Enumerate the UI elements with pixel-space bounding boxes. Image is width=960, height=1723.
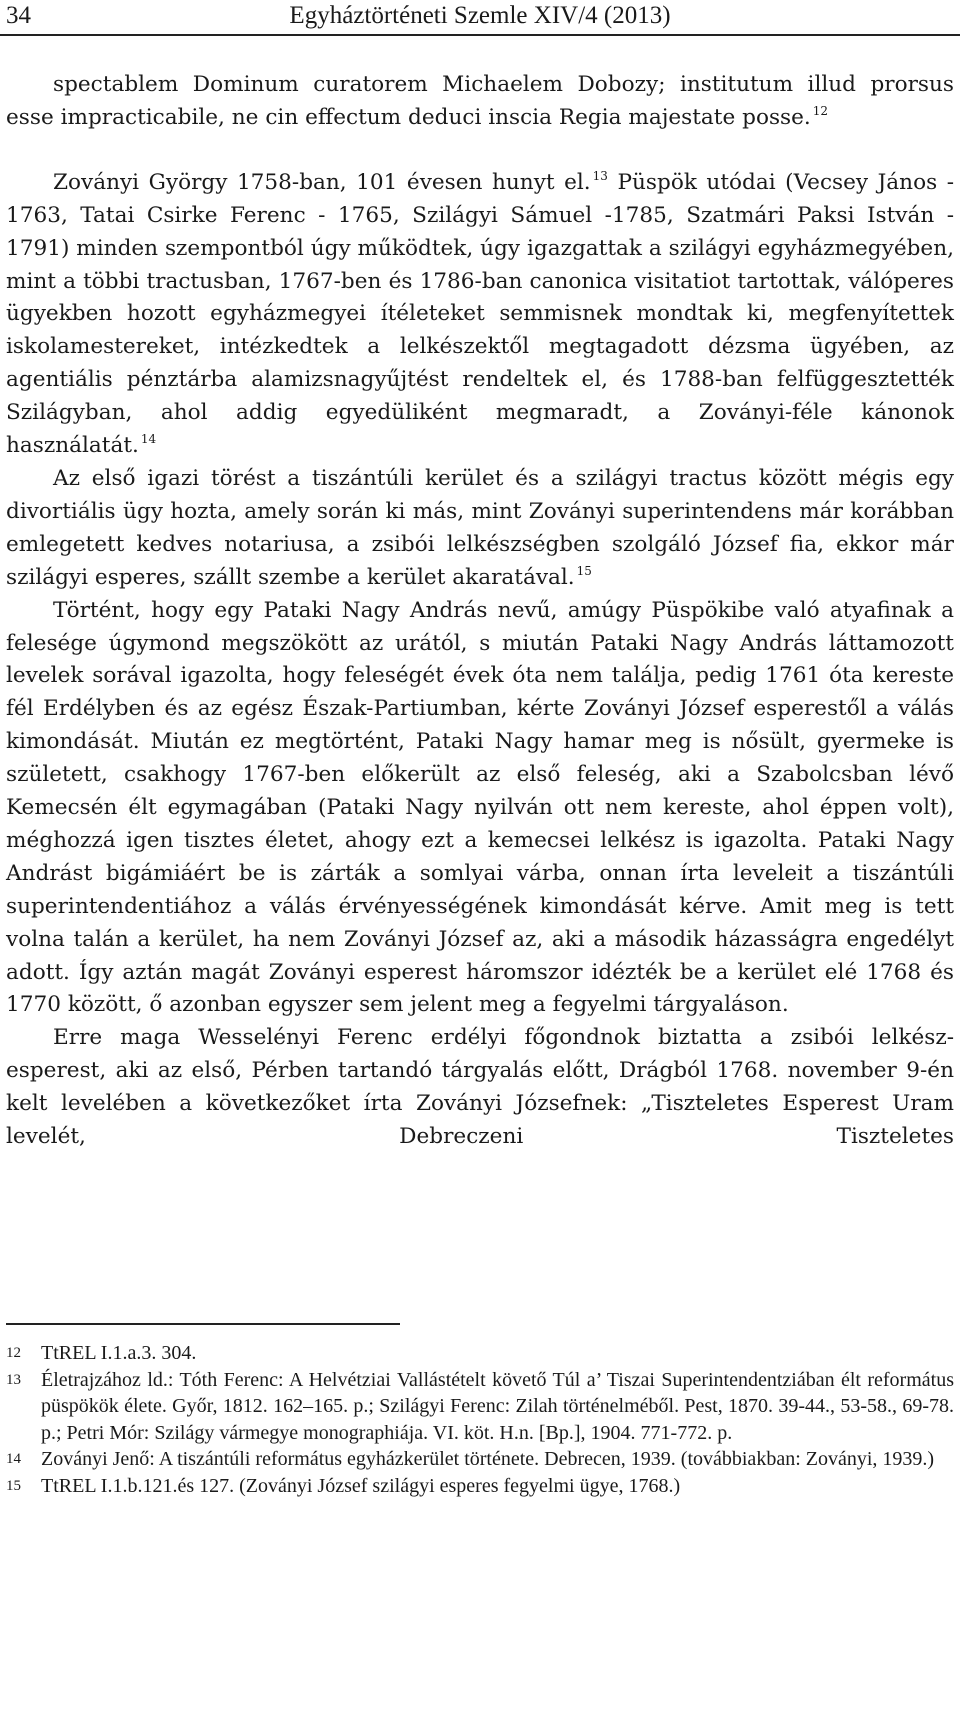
header-rule [0,34,960,36]
page-header [0,0,960,34]
footnote-text: TtREL I.1.a.3. 304. [41,1342,197,1364]
footnotes [6,1340,954,1500]
footnote-rule [6,1323,400,1325]
footnote-15 [6,1473,954,1500]
footnote-text: TtREL I.1.b.121.és 127. (Zoványi József szilágyi esperes fegyelmi ügye, 1768.) [41,1474,681,1497]
footnote-12 [6,1340,954,1367]
footnote-13 [6,1367,954,1447]
footnote-number: 15 [6,1477,21,1494]
paragraph-2-text: Zoványi György 1758-ban, 101 évesen hunyt el. [53,169,591,195]
journal-title: Egyháztörténeti Szemle XIV/4 (2013) [289,2,671,29]
body-text [6,69,954,1154]
paragraph-5 [6,1022,954,1154]
footnote-number: 14 [6,1451,21,1468]
footnote-text: Életrajzához ld.: Tóth Ferenc: A Helvétziai Vallástételt követő Túl a’ Tiszai Superintendentziában élt református püspökök élete. Győr, 1812. 162–165. p.; Szilágyi Ferenc: Zilah történelméből. Pest, 1870. 39-44., 53-58., 69-78. p.; Petri Mór: Szilágy vármegye monographiája. VI. köt. H.n. [Bp.], 1904. 771-772. p. [41,1368,954,1444]
paragraph-2-text-cont: Püspök utódai (Vecsey János - 1763, Tatai Csirke Ferenc - 1765, Szilágyi Sámuel -1785, Szatmári Paksi István - 1791) minden szempontból úgy működtek, úgy igazgattak a szilágyi egyházmegyében, mint a többi tractusban, 1767-ben és 1786-ban canonica visitatiot tartottak, válóperes ügyekben hozott egyházmegyei ítéleteket semmisnek mondtak ki, megfenyítettek iskolamestereket, intézkedtek a lelkészektől megtagadott dézsma ügyében, az agentiális pénztárba alamizsnagyűjtést rendeltek el, és 1788-ban felfüggesztették Szilágyban, ahol addig egyedüliként megmaradt, a Zoványi-féle kánonok használatát. [6,169,954,459]
footnote-ref-15[interactable]: 15 [576,563,592,578]
footnote-number: 12 [6,1345,21,1361]
footnote-ref-14[interactable]: 14 [140,432,157,447]
page-number: 34 [6,2,31,29]
paragraph-4 [6,595,954,1023]
paragraph-5-text: Erre maga Wesselényi Ferenc erdélyi főgondnok biztatta a zsibói lelkész-esperest, aki az első, Pérben tartandó tárgyalás előtt, Drágból 1768. november 9-én kelt levelében a következőket írta Zoványi Józsefnek: „Tiszteletes Esperest Uram levelét, Debreczeni Tiszteletes [6,1025,954,1150]
footnote-number: 13 [6,1371,21,1388]
paragraph-3-text: Az első igazi törést a tiszántúli kerület és a szilágyi tractus között mégis egy divortiális ügy hozta, amely során ki más, mint Zoványi superintendens már korábban emlegetett kedves notariusa, a zsibói lelkészségben szolgáló József fia, ekkor már szilágyi esperes, szállt szembe a kerület akaratával. [6,465,954,590]
paragraph-1-text: spectablem Dominum curatorem Michaelem Dobozy; institutum illud prorsus esse impracticabile, ne cin effectum deduci inscia Regia majestate posse. [6,72,954,130]
footnote-14 [6,1446,954,1473]
footnote-ref-13[interactable]: 13 [592,168,608,183]
paragraph-1 [6,69,954,135]
paragraph-4-text: Történt, hogy egy Pataki Nagy András nevű, amúgy Püspökibe való atyafinak a felesége úgymond megszökött az urától, s miután Pataki Nagy András láttamozott levelek sorával igazolta, hogy feleségét évek óta nem találja, pedig 1761 óta kereste fél Erdélyben és az egész Észak-Partiumban, kérte Zoványi József esperestől a válás kimondását. Miután ez megtörtént, Pataki Nagy hamar meg is nősült, gyermeke is született, csakhogy 1767-ben előkerült az első feleség, aki a Szabolcsban lévő Kemecsén élt egymagában (Pataki Nagy nyilván ott nem kereste, ahol éppen volt), méghozzá igen tisztes életet, ahogy ezt a kemecsei lelkész is igazolta. Pataki Nagy Andrást bigámiáért be is zárták a somlyai várba, onnan írta leveleit a tiszántúli superintendentiához a válás érvényességének kimondását kérve. Amit meg is tett volna talán a kerület, ha nem Zoványi József az, aki a második házasságra engedélyt adott. Így aztán magát Zoványi esperest háromszor idézték be a kerület elé 1768 és 1770 között, ő azonban egyszer sem jelent meg a fegyelmi tárgyaláson. [6,597,954,1018]
paragraph-2 [6,167,954,463]
footnote-ref-12[interactable]: 12 [812,103,829,118]
footnote-text: Zoványi Jenő: A tiszántúli református egyházkerület története. Debrecen, 1939. (továbbiakban: Zoványi, 1939.) [41,1448,935,1471]
paragraph-3 [6,463,954,595]
